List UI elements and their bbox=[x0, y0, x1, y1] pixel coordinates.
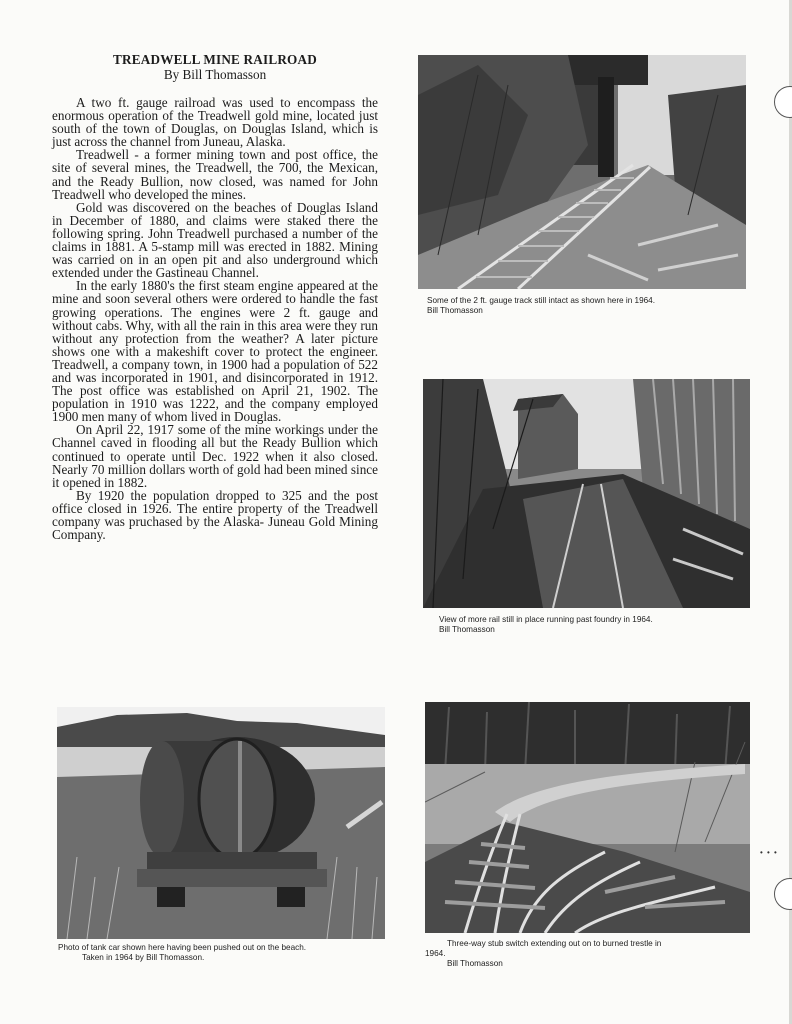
article-paragraph-4: In the early 1880's the first steam engine appeared at the mine and soon several others were ordered to handle the fast growing operations. The engines were 2 ft. gauge and without cabs. Why, with all the rain in this area were they run without any protection from the weather? A later picture shows one with a makeshift cover to protect the engineer. Treadwell, a company town, in 1900 had a population of 522 and was incorporated in 1901, and disincorporated in 1912. The post office was established on April 21, 1902. The population in 1910 was 1222, and the company employed 1900 men many of whom lived in Douglas. bbox=[52, 278, 378, 425]
photo-stub-switch-image bbox=[425, 702, 750, 933]
caption-tank-car-credit: Taken in 1964 by Bill Thomasson. bbox=[82, 953, 205, 962]
article bbox=[52, 52, 378, 541]
article-paragraph-5: On April 22, 1917 some of the mine workings under the Channel caved in flooding all but the Ready Bullion which continued to operate until Dec. 1922 when it also closed. Nearly 70 million dollars worth of gold had been mined since it opened in 1882. bbox=[52, 422, 378, 490]
caption-stub-switch-year: 1964. bbox=[425, 949, 446, 958]
article-paragraph-1: A two ft. gauge railroad was used to encompass the enormous operation of the Treadwell gold mine, located just south of the town of Douglas, on Douglas Island, which is just across the channel from Juneau, Alaska. bbox=[52, 95, 378, 150]
caption-tank-car bbox=[58, 943, 390, 963]
photo-track-intact-image bbox=[418, 55, 746, 289]
caption-rail-past-foundry bbox=[439, 615, 759, 635]
caption-stub-switch-credit: Bill Thomasson bbox=[447, 959, 503, 968]
photo-rail-past-foundry-image bbox=[423, 379, 750, 608]
article-byline: By Bill Thomasson bbox=[163, 67, 267, 82]
margin-dots: • • • bbox=[760, 848, 778, 857]
caption-track-intact-text: Some of the 2 ft. gauge track still intact as shown here in 1964. bbox=[427, 296, 656, 305]
caption-stub-switch bbox=[425, 939, 755, 969]
photo-tank-car-image bbox=[57, 707, 385, 939]
punch-hole-bottom bbox=[774, 878, 792, 910]
article-title: TREADWELL MINE RAILROAD bbox=[113, 52, 317, 67]
photo-rail-past-foundry bbox=[423, 379, 750, 608]
caption-tank-car-text: Photo of tank car shown here having been pushed out on the beach. bbox=[58, 943, 307, 952]
article-paragraph-6: By 1920 the population dropped to 325 and the post office closed in 1926. The entire property of the Treadwell company was pruchased by the Alaska- Juneau Gold Mining Company. bbox=[52, 487, 378, 543]
caption-rail-past-foundry-credit: Bill Thomasson bbox=[439, 625, 495, 634]
punch-hole-top bbox=[774, 86, 792, 118]
photo-stub-switch bbox=[425, 702, 750, 933]
photo-track-intact bbox=[418, 55, 746, 289]
article-paragraph-3: Gold was discovered on the beaches of Douglas Island in December of 1880, and claims were staked there the following spring. John Treadwell purchased a number of the claims in 1881. A 5-stamp mill was erected in 1882. Mining was carried on in an open pit and also underground which extended under the Gastineau Channel. bbox=[52, 199, 378, 281]
caption-stub-switch-text: Three-way stub switch extending out on to burned trestle in bbox=[447, 939, 662, 948]
caption-rail-past-foundry-text: View of more rail still in place running past foundry in 1964. bbox=[439, 615, 653, 624]
photo-tank-car bbox=[57, 707, 385, 939]
caption-track-intact bbox=[427, 296, 757, 316]
article-paragraph-2: Treadwell - a former mining town and post office, the site of several mines, the Treadwell, the 700, the Mexican, and the Ready Bullion, now closed, was named for John Treadwell who developed the mines. bbox=[52, 147, 378, 202]
caption-track-intact-credit: Bill Thomasson bbox=[427, 306, 483, 315]
